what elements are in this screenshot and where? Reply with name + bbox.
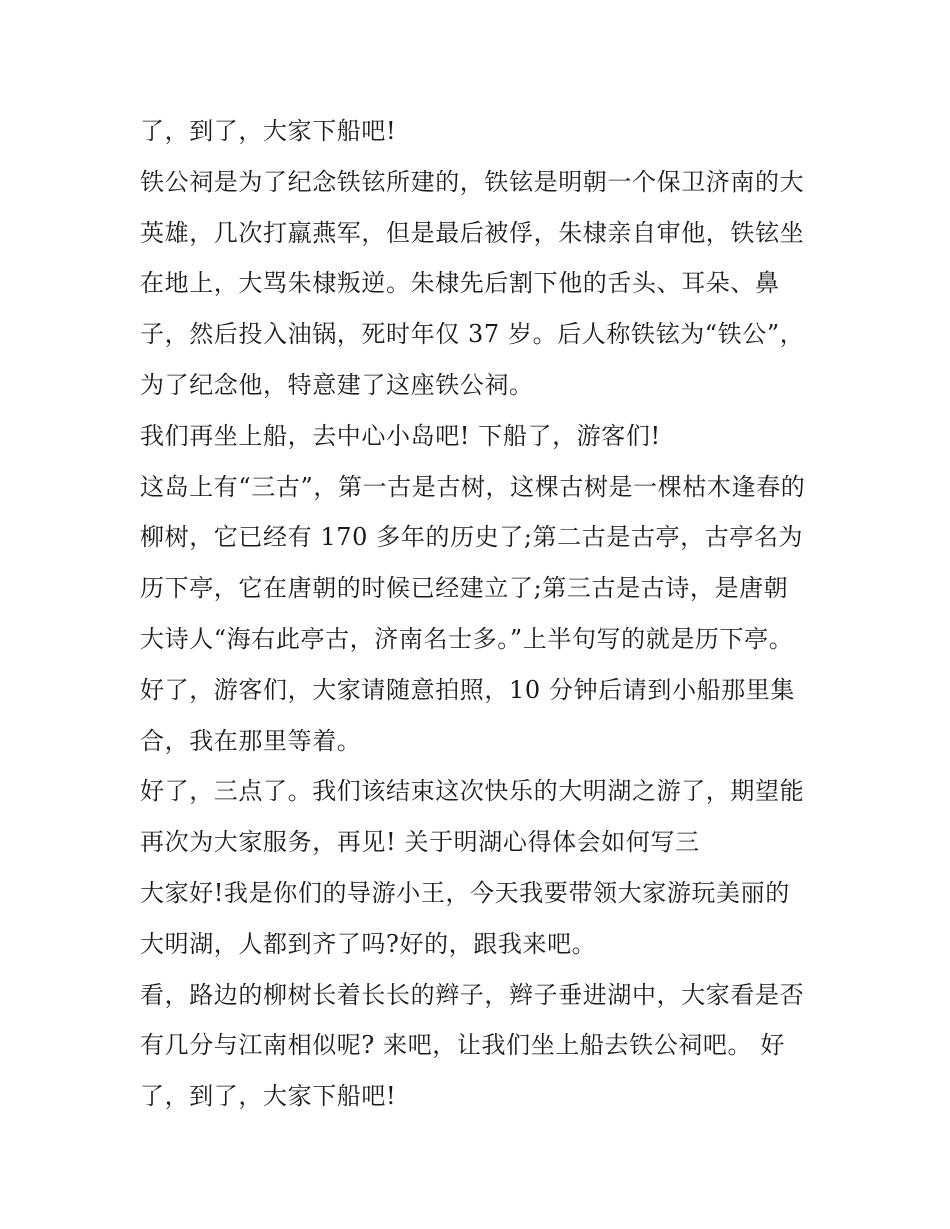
- text-line: 好了，三点了。我们该结束这次快乐的大明湖之游了，期望能: [140, 777, 805, 806]
- text-line: 有几分与江南相似呢? 来吧，让我们坐上船去铁公祠吧。 好: [140, 1031, 785, 1060]
- text-line: 了，到了，大家下船吧!: [140, 1082, 397, 1111]
- text-line: 再次为大家服务，再见! 关于明湖心得体会如何写三: [140, 828, 700, 857]
- text-line: 柳树，它已经有 170 多年的历史了;第二古是古亭，古亭名为: [140, 523, 804, 552]
- text-line: 合，我在那里等着。: [140, 726, 362, 755]
- text-line: 历下亭，它在唐朝的时候已经建立了;第三古是古诗，是唐朝: [140, 574, 789, 603]
- text-line: 为了纪念他，特意建了这座铁公祠。: [140, 370, 534, 399]
- text-line: 大家好!我是你们的导游小王，今天我要带领大家游玩美丽的: [140, 878, 790, 907]
- text-line: 了，到了，大家下船吧!: [140, 117, 397, 145]
- body-text: [140, 106, 820, 1122]
- text-line: 大诗人“海右此亭古，济南名士多。”上半句写的就是历下亭。: [140, 624, 794, 653]
- text-line: 子，然后投入油锅，死时年仅 37 岁。后人称铁铉为“铁公”，: [140, 320, 805, 349]
- text-line: 我们再坐上船，去中心小岛吧! 下船了，游客们!: [140, 421, 661, 450]
- text-line: 大明湖，人都到齐了吗?好的，跟我来吧。: [140, 929, 597, 958]
- text-line: 在地上，大骂朱棣叛逆。朱棣先后割下他的舌头、耳朵、鼻: [140, 269, 780, 298]
- text-line: 英雄，几次打羸燕军，但是最后被俘，朱棣亲自审他，铁铉坐: [140, 218, 805, 247]
- text-line: 好了，游客们，大家请随意拍照，10 分钟后请到小船那里集: [140, 675, 795, 704]
- text-line: 这岛上有“三古”，第一古是古树，这棵古树是一棵枯木逢春的: [140, 472, 806, 501]
- text-line: 铁公祠是为了纪念铁铉所建的，铁铉是明朝一个保卫济南的大: [140, 167, 805, 196]
- text-line: 看，路边的柳树长着长长的辫子，辫子垂进湖中，大家看是否: [140, 980, 805, 1009]
